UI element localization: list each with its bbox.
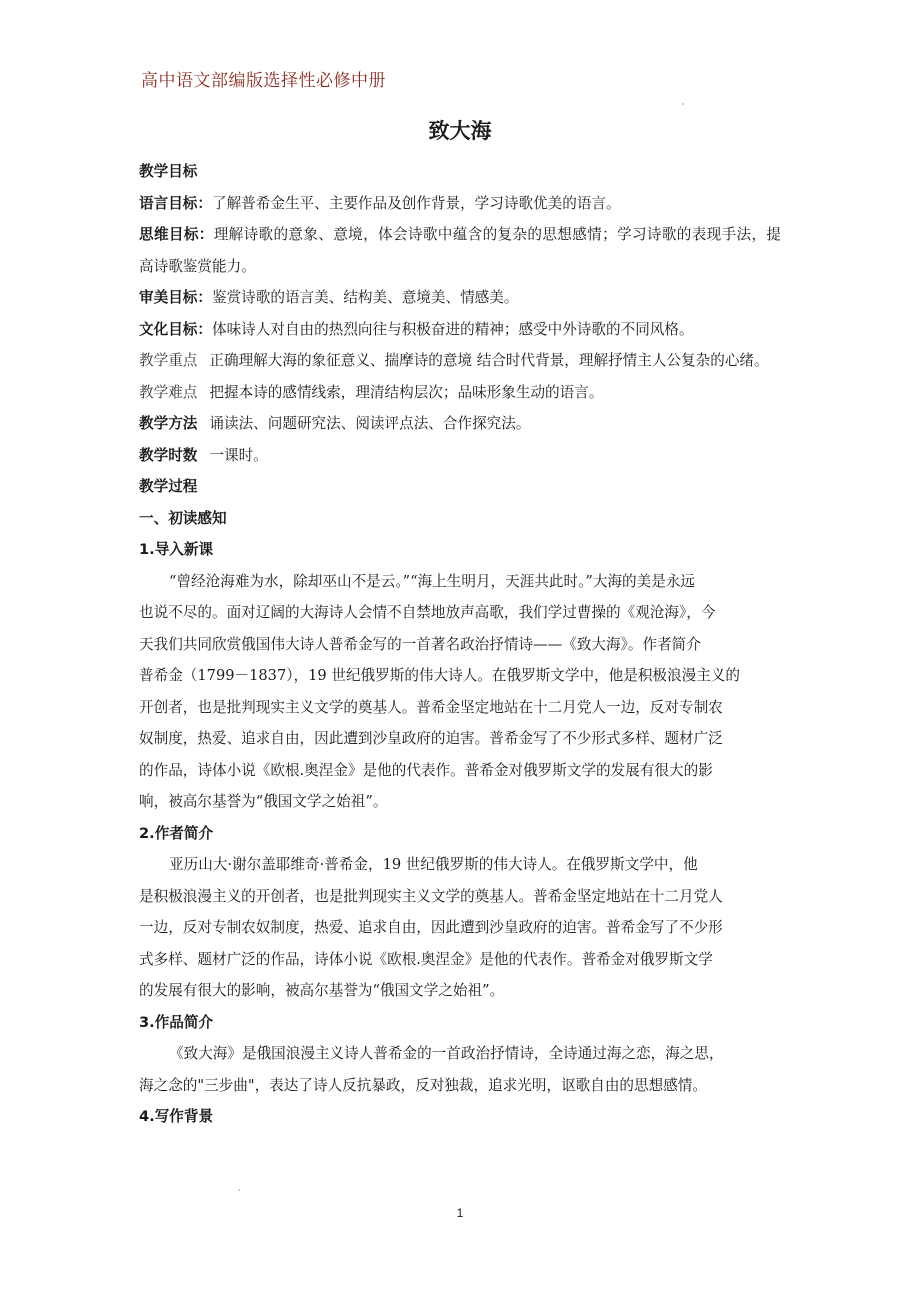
section2-line: 亚历山大·谢尔盖耶维奇·普希金，19 世纪俄罗斯的伟大诗人。在俄罗斯文学中，他 (169, 856, 698, 873)
section2-line: 是积极浪漫主义的开创者，也是批判现实主义文学的奠基人。普希金坚定地站在十二月党人 (139, 887, 723, 905)
hours-label: 教学时数 (139, 446, 198, 464)
section1-line: 也说不尽的。面对辽阔的大海诗人会情不自禁地放声高歌，我们学过曹操的《观沧海》，今 (139, 604, 716, 621)
difficulties (139, 377, 781, 409)
language-goal-label: 语言目标： (139, 194, 212, 212)
culture-goal-label: 文化目标： (139, 320, 212, 338)
section3-heading: 3.作品简介 (139, 1013, 214, 1031)
section3-line: 《致大海》是俄国浪漫主义诗人普希金的一首政治抒情诗，全诗通过海之恋，海之思， (169, 1045, 724, 1062)
section1-line: 普希金（1799－1837），19 世纪俄罗斯的伟大诗人。在俄罗斯文学中，他是积极浪漫主义的 (139, 667, 740, 684)
section1-line: 响，被高尔基誉为“俄国文学之始祖”。 (139, 793, 388, 810)
section1-line: “曾经沧海难为水，除却巫山不是云。”“海上生明月，天涯共此时。”大海的美是永远 (169, 572, 696, 590)
key-points-label: 教学重点 (139, 352, 198, 369)
document-body (139, 156, 781, 1133)
thinking-goal (139, 219, 781, 282)
aesthetic-goal (139, 282, 781, 314)
key-points (139, 345, 781, 377)
key-points-text: 正确理解大海的象征意义、揣摩诗的意境 结合时代背景，理解抒情主人公复杂的心绪。 (209, 352, 769, 369)
objectives-heading: 教学目标 (139, 163, 198, 180)
thinking-goal-text: 理解诗歌的意象、意境，体会诗歌中蕴含的复杂的思想感情；学习诗歌的表现手法，提高诗歌鉴赏能力。 (139, 226, 781, 275)
hours-text: 一课时。 (209, 446, 268, 464)
language-goal-text: 了解普希金生平、主要作品及创作背景，学习诗歌优美的语言。 (211, 194, 621, 212)
section1-line: 开创者，也是批判现实主义文学的奠基人。普希金坚定地站在十二月党人一边，反对专制农 (139, 698, 723, 716)
methods-text: 诵读法、问题研究法、阅读评点法、合作探究法。 (209, 415, 531, 432)
culture-goal (139, 314, 781, 346)
section1-line: 的作品，诗体小说《欧根.奥涅金》是他的代表作。普希金对俄罗斯文学的发展有很大的影 (139, 761, 713, 779)
section2-line: 一边，反对专制农奴制度，热爱、追求自由，因此遭到沙皇政府的迫害。普希金写了不少形 (139, 919, 723, 936)
methods (139, 408, 781, 440)
section1-line: 天我们共同欣赏俄国伟大诗人普希金写的一首著名政治抒情诗——《致大海》。作者简介 (139, 635, 701, 653)
language-goal (139, 188, 781, 220)
section2-line: 的发展有很大的影响，被高尔基誉为“俄国文学之始祖”。 (139, 982, 505, 999)
scan-speck (238, 1189, 240, 1191)
methods-label: 教学方法 (139, 415, 198, 432)
thinking-goal-label: 思维目标： (139, 226, 214, 243)
section1-heading: 1.导入新课 (139, 541, 214, 558)
section1-line: 奴制度，热爱、追求自由，因此遭到沙皇政府的迫害。普希金写了不少形式多样、题材广泛 (139, 730, 723, 747)
page-number: 1 (456, 1206, 464, 1220)
aesthetic-goal-label: 审美目标： (139, 289, 212, 306)
section2-heading: 2.作者简介 (139, 824, 214, 842)
section4-heading: 4.写作背景 (139, 1108, 214, 1125)
hours (139, 440, 781, 472)
document-title: 致大海 (428, 119, 492, 143)
section3-line: 海之念的"三步曲"，表达了诗人反抗暴政，反对独裁，追求光明，讴歌自由的思想感情。 (139, 1076, 707, 1094)
difficulties-text: 把握本诗的感情线索，理清结构层次；品味形象生动的语言。 (209, 383, 604, 401)
scan-speck (682, 103, 684, 105)
process-heading: 教学过程 (139, 478, 198, 495)
difficulties-label: 教学难点 (139, 383, 198, 401)
document-header: 高中语文部编版选择性必修中册 (141, 71, 386, 91)
part1-heading: 一、初读感知 (139, 509, 227, 527)
aesthetic-goal-text: 鉴赏诗歌的语言美、结构美、意境美、情感美。 (211, 289, 519, 306)
section2-line: 式多样、题材广泛的作品，诗体小说《欧根.奥涅金》是他的代表作。普希金对俄罗斯文学 (139, 950, 713, 968)
culture-goal-text: 体味诗人对自由的热烈向往与积极奋进的精神；感受中外诗歌的不同风格。 (211, 320, 694, 338)
